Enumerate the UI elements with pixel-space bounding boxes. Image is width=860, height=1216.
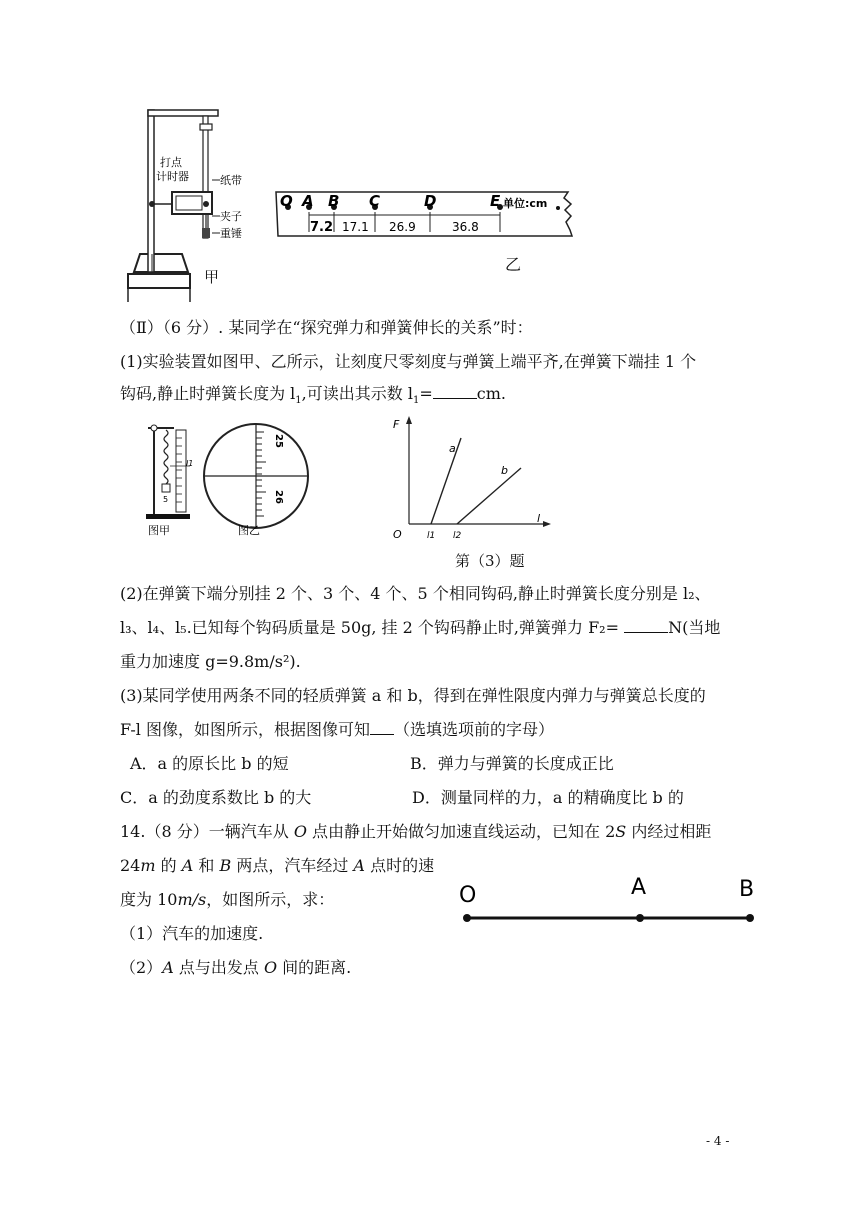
tape-value-bc: 17.1 bbox=[342, 220, 369, 234]
caption-jia: 甲 bbox=[204, 268, 220, 286]
answer-blank-l1 bbox=[433, 398, 477, 399]
point-A-label: A bbox=[631, 875, 647, 900]
q14-line3: 度为 10m/s，如图所示，求： bbox=[120, 890, 335, 909]
apparatus-label-clip: 夹子 bbox=[220, 210, 242, 223]
tape-point-C: C bbox=[369, 192, 381, 210]
q2-line1: (2)在弹簧下端分别挂 2 个、3 个、4 个、5 个相同钩码,静止时弹簧长度分别是 l₂、 bbox=[120, 584, 711, 603]
graph-line-a-label: a bbox=[449, 442, 456, 455]
graph-tick-l2: l2 bbox=[453, 531, 462, 541]
graph-axis-l: l bbox=[537, 512, 541, 525]
q14-sub1: （1）汽车的加速度. bbox=[120, 924, 264, 943]
spring-l1-mark: l1 bbox=[186, 459, 194, 468]
spring-apparatus-figure bbox=[140, 418, 316, 540]
q2-line2: l₃、l₄、l₅.已知每个钩码质量是 50g, 挂 2 个钩码静止时,弹簧弹力 F₂= N(当地 bbox=[120, 618, 721, 637]
q3-line2: F-l 图像，如图所示，根据图像可知 （选填选项前的字母） bbox=[120, 720, 555, 739]
graph-tick-l1: l1 bbox=[427, 531, 436, 541]
tape-point-D: D bbox=[424, 192, 437, 210]
apparatus-label-weight: 重锤 bbox=[220, 227, 242, 240]
point-O-label: O bbox=[459, 883, 477, 908]
force-length-graph bbox=[385, 410, 555, 544]
answer-blank-F2 bbox=[624, 632, 668, 633]
caption-yi: 乙 bbox=[505, 255, 522, 274]
apparatus-label-tape: 纸带 bbox=[220, 174, 242, 187]
apparatus-figure bbox=[120, 104, 255, 304]
oab-line-diagram bbox=[455, 868, 765, 928]
svg-text:5: 5 bbox=[163, 495, 169, 504]
q14-sub2: （2）A 点与出发点 O 间的距离. bbox=[120, 958, 352, 977]
tape-value-de: 36.8 bbox=[452, 220, 479, 234]
tape-value-cd: 26.9 bbox=[389, 220, 416, 234]
tape-point-E: E bbox=[490, 192, 501, 210]
apparatus-label-timer: 计时器 bbox=[156, 170, 189, 183]
graph-caption: 第（3）题 bbox=[455, 552, 525, 570]
q3-option-d: D．测量同样的力，a 的精确度比 b 的 bbox=[412, 788, 684, 807]
scale-label-25: 25 bbox=[273, 434, 284, 448]
apparatus-label-dadian: 打点 bbox=[160, 156, 182, 169]
tape-point-B: B bbox=[328, 192, 340, 210]
scale-label-26: 26 bbox=[273, 490, 284, 504]
q3-option-a: A．a 的原长比 b 的短 bbox=[130, 754, 289, 773]
page-number: - 4 - bbox=[706, 1134, 730, 1148]
q3-option-b: B．弹力与弹簧的长度成正比 bbox=[410, 754, 614, 773]
label-figure-jia: 图甲 bbox=[148, 524, 170, 537]
tape-point-O: O bbox=[280, 192, 293, 210]
q1-line1: (1)实验装置如图甲、乙所示，让刻度尺零刻度与弹簧上端平齐,在弹簧下端挂 1 个 bbox=[120, 352, 697, 371]
q3-line1: (3)某同学使用两条不同的轻质弹簧 a 和 b，得到在弹性限度内弹力与弹簧总长度的 bbox=[120, 686, 706, 705]
label-figure-yi: 图乙 bbox=[238, 524, 260, 537]
tape-value-ab: 7.2 bbox=[310, 220, 334, 235]
q14-line2: 24m 的 A 和 B 两点，汽车经过 A 点时的速 bbox=[120, 856, 435, 875]
answer-blank-q3 bbox=[370, 734, 394, 735]
tape-unit: 单位:cm bbox=[503, 197, 548, 210]
graph-origin: O bbox=[393, 528, 402, 541]
graph-line-b-label: b bbox=[501, 464, 508, 477]
paper-tape-figure bbox=[272, 186, 577, 242]
q3-option-c: C．a 的劲度系数比 b 的大 bbox=[120, 788, 312, 807]
q14-line1: 14.（8 分）一辆汽车从 O 点由静止开始做匀加速直线运动，已知在 2S 内经过相距 bbox=[120, 822, 712, 841]
q1-line2: 钩码,静止时弹簧长度为 $l_1$,可读出其示数 $l_1=$ cm. bbox=[120, 384, 506, 407]
q2-line3: 重力加速度 g=9.8m/s²). bbox=[120, 652, 301, 671]
graph-axis-F: F bbox=[393, 418, 400, 431]
part2-heading: （Ⅱ）（6 分）. 某同学在“探究弹力和弹簧伸长的关系”时： bbox=[120, 318, 533, 337]
point-B-label: B bbox=[739, 877, 755, 902]
tape-point-A: A bbox=[302, 192, 314, 210]
